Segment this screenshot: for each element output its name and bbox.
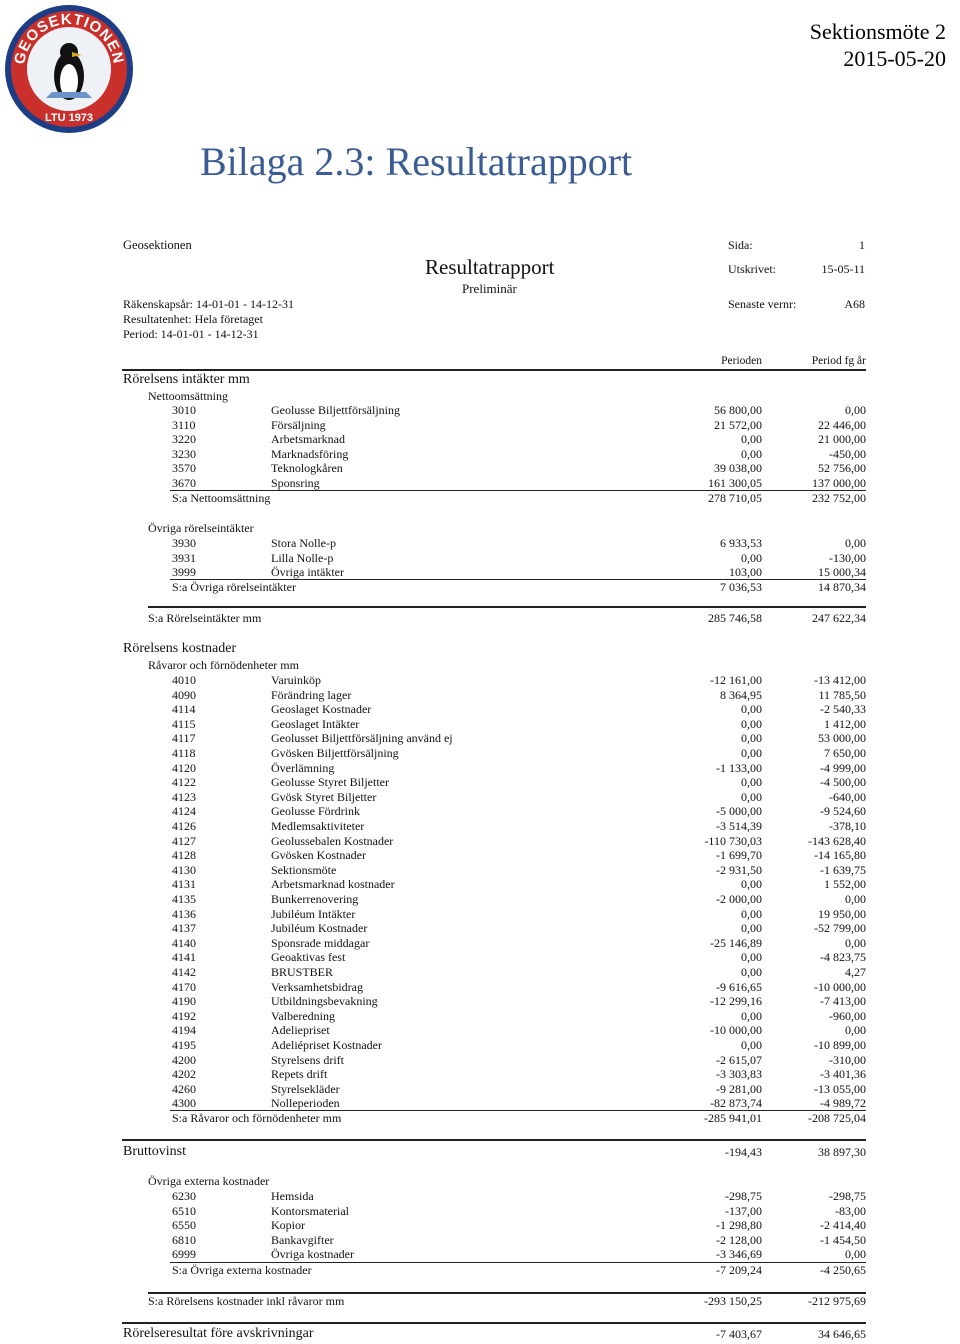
account-code: 4114	[172, 702, 196, 717]
account-name: Geolussebalen Kostnader	[271, 833, 394, 848]
amount-prev: -4 500,00	[820, 775, 866, 790]
account-code: 6230	[172, 1189, 196, 1203]
amount-current: 0,00	[741, 702, 762, 717]
amount-prev: -14 165,80	[814, 848, 866, 863]
amount-current: 161 300,05	[708, 476, 762, 490]
amount-current: -7 403,67	[716, 1327, 762, 1341]
account-name: Hemsida	[271, 1189, 314, 1203]
section-heading: Övriga externa kostnader	[148, 1174, 270, 1188]
account-name: Geoslaget Kostnader	[271, 702, 372, 717]
amount-prev: -52 799,00	[814, 921, 866, 936]
amount-prev: 1 552,00	[824, 877, 866, 892]
account-name: Överlämning	[271, 760, 335, 775]
account-name: Gvösk Styret Biljetter	[271, 789, 377, 804]
printed-label: Utskrivet:	[728, 262, 776, 276]
amount-prev: 0,00	[845, 892, 866, 906]
fiscal-year: Räkenskapsår: 14-01-01 - 14-12-31	[123, 297, 294, 311]
amount-current: 0,00	[741, 789, 762, 804]
account-code: 4170	[172, 979, 196, 994]
amount-current: 0,00	[741, 716, 762, 731]
amount-prev: -143 628,40	[808, 833, 866, 848]
account-name: Jubiléum Intäkter	[271, 906, 356, 921]
account-name: Kontorsmaterial	[271, 1203, 349, 1218]
account-code: 4124	[172, 804, 196, 819]
account-code: 4140	[172, 935, 196, 950]
section-heading: Rörelsens intäkter mm	[123, 372, 250, 387]
account-code: 4130	[172, 862, 196, 877]
account-code: 3220	[172, 432, 196, 447]
sum-label: S:a Övriga rörelseintäkter	[172, 580, 296, 594]
amount-current: -9 281,00	[716, 1081, 762, 1096]
account-code: 4260	[172, 1081, 196, 1096]
amount-current: -2 931,50	[716, 862, 762, 877]
account-name: Stora Nolle-p	[271, 536, 336, 550]
account-code: 6550	[172, 1218, 196, 1233]
divider	[148, 606, 866, 608]
vernr-value: A68	[844, 297, 865, 311]
sum-label: S:a Övriga externa kostnader	[172, 1263, 312, 1277]
amount-current: 7 036,53	[720, 580, 762, 594]
amount-current: 0,00	[741, 921, 762, 936]
amount-prev: -378,10	[829, 819, 866, 833]
account-name: Geolusse Fördrink	[271, 804, 360, 819]
amount-prev: -10 000,00	[814, 979, 866, 994]
amount-current: -293 150,25	[704, 1294, 762, 1308]
amount-current: 0,00	[741, 965, 762, 979]
amount-current: 6 933,53	[720, 536, 762, 550]
amount-prev: 0,00	[845, 536, 866, 550]
account-name: Arbetsmarknad	[271, 432, 345, 447]
sum-label: S:a Rörelseintäkter mm	[148, 611, 262, 625]
amount-current: -110 730,03	[704, 833, 762, 848]
amount-current: -2 000,00	[716, 892, 762, 906]
amount-current: -3 514,39	[716, 819, 762, 833]
divider	[122, 1322, 866, 1324]
amount-current: 285 746,58	[708, 611, 762, 625]
account-name: BRUSTBER	[271, 965, 334, 979]
account-name: Styrelsekläder	[271, 1081, 340, 1096]
account-name: Nolleperioden	[271, 1096, 340, 1111]
col-header-prev: Period fg år	[811, 355, 866, 367]
account-name: Sektionsmöte	[271, 862, 337, 877]
amount-prev: -7 413,00	[820, 994, 866, 1009]
amount-prev: -10 899,00	[814, 1038, 866, 1052]
amount-current: 21 572,00	[714, 417, 762, 432]
amount-current: -9 616,65	[716, 979, 762, 994]
section-heading: Nettoomsättning	[148, 389, 228, 403]
account-name: Sponsring	[271, 476, 320, 490]
account-name: Utbildningsbevakning	[271, 994, 378, 1009]
account-code: 4194	[172, 1023, 196, 1038]
account-code: 4190	[172, 994, 196, 1009]
account-code: 4131	[172, 877, 196, 892]
account-name: Arbetsmarknad kostnader	[271, 877, 395, 892]
account-code: 4142	[172, 965, 196, 979]
account-code: 3110	[172, 417, 196, 432]
amount-current: 0,00	[741, 775, 762, 790]
account-code: 3570	[172, 461, 196, 476]
account-code: 4123	[172, 789, 196, 804]
page-label: Sida:	[728, 238, 753, 252]
amount-prev: -2 414,40	[820, 1218, 866, 1233]
account-code: 6999	[172, 1247, 196, 1262]
account-name: Kopior	[271, 1218, 305, 1233]
amount-current: -5 000,00	[716, 804, 762, 819]
amount-prev: -2 540,33	[820, 702, 866, 717]
section-heading: Övriga rörelseintäkter	[148, 521, 254, 535]
amount-current: 0,00	[741, 446, 762, 461]
amount-prev: -83,00	[835, 1203, 866, 1218]
amount-prev: -130,00	[829, 550, 866, 565]
amount-current: 0,00	[741, 432, 762, 447]
amount-prev: -960,00	[829, 1008, 866, 1023]
account-name: Varuinköp	[271, 673, 321, 687]
account-code: 4300	[172, 1096, 196, 1111]
amount-prev: -9 524,60	[820, 804, 866, 819]
account-code: 4202	[172, 1067, 196, 1082]
account-name: Geolusse Styret Biljetter	[271, 775, 389, 790]
account-name: Jubiléum Kostnader	[271, 921, 368, 936]
account-name: Geoslaget Intäkter	[271, 716, 360, 731]
sum-label: S:a Nettoomsättning	[172, 491, 271, 505]
amount-prev: 11 785,50	[818, 687, 866, 702]
amount-current: 0,00	[741, 1038, 762, 1052]
amount-prev: 22 446,00	[818, 417, 866, 432]
account-code: 4122	[172, 775, 196, 790]
gross-profit-label: Bruttovinst	[123, 1144, 187, 1159]
result-unit: Resultatenhet: Hela företaget	[123, 312, 263, 326]
amount-prev: -1 454,50	[820, 1232, 866, 1247]
account-code: 4195	[172, 1038, 196, 1052]
account-code: 6510	[172, 1203, 196, 1218]
account-name: Gvösken Biljettförsäljning	[271, 746, 399, 760]
amount-current: -137,00	[725, 1203, 762, 1218]
account-code: 6810	[172, 1232, 196, 1247]
amount-current: -12 299,16	[710, 994, 762, 1009]
account-code: 4192	[172, 1008, 196, 1023]
amount-current: -194,43	[725, 1145, 762, 1159]
amount-prev: 137 000,00	[812, 476, 866, 490]
account-code: 3999	[172, 565, 196, 580]
amount-current: -82 873,74	[710, 1096, 762, 1111]
amount-prev: -640,00	[829, 789, 866, 804]
amount-prev: -3 401,36	[820, 1067, 866, 1082]
account-code: 4118	[172, 746, 196, 760]
account-name: Adeliepriset	[271, 1023, 330, 1038]
amount-current: 56 800,00	[714, 403, 762, 417]
amount-prev: -4 989,72	[820, 1096, 866, 1111]
report-period: Period: 14-01-01 - 14-12-31	[123, 327, 259, 341]
page-title: Bilaga 2.3: Resultatrapport	[200, 139, 633, 184]
account-name: Förändring lager	[271, 687, 352, 702]
account-code: 4010	[172, 673, 196, 687]
amount-current: 0,00	[741, 877, 762, 892]
amount-prev: -13 412,00	[814, 673, 866, 687]
account-code: 4120	[172, 760, 196, 775]
account-name: Bunkerrenovering	[271, 892, 359, 906]
amount-prev: 7 650,00	[824, 746, 866, 760]
printed-value: 15-05-11	[821, 262, 865, 276]
amount-prev: 0,00	[845, 403, 866, 417]
account-name: Övriga intäkter	[271, 565, 344, 580]
account-name: Sponsrade middagar	[271, 935, 370, 950]
account-code: 4115	[172, 716, 196, 731]
logo-text-top: GEOSEKTIONEN	[11, 10, 127, 66]
account-name: Geoaktivas fest	[271, 950, 346, 965]
amount-current: 0,00	[741, 1008, 762, 1023]
amount-prev: 52 756,00	[818, 461, 866, 476]
account-name: Valberedning	[271, 1008, 335, 1023]
account-code: 4136	[172, 906, 196, 921]
amount-prev: 1 412,00	[824, 716, 866, 731]
amount-prev: 38 897,30	[818, 1145, 866, 1159]
amount-current: -285 941,01	[704, 1111, 762, 1125]
sum-label: S:a Råvaror och förnödenheter mm	[172, 1111, 342, 1125]
amount-current: 278 710,05	[708, 491, 762, 505]
amount-current: -25 146,89	[710, 935, 762, 950]
account-name: Adeliépriset Kostnader	[271, 1038, 382, 1052]
amount-current: -12 161,00	[710, 673, 762, 687]
account-code: 4127	[172, 833, 196, 848]
section-heading: Råvaror och förnödenheter mm	[148, 658, 299, 672]
account-name: Teknologkåren	[271, 461, 343, 476]
amount-current: -3 303,83	[716, 1067, 762, 1082]
account-code: 4141	[172, 950, 196, 965]
account-name: Geolusset Biljettförsäljning använd ej	[271, 731, 453, 746]
account-code: 3010	[172, 403, 196, 417]
amount-current: 103,00	[729, 565, 762, 580]
amount-prev: 15 000,34	[818, 565, 866, 580]
amount-prev: -13 055,00	[814, 1081, 866, 1096]
amount-prev: -208 725,04	[808, 1111, 866, 1125]
amount-current: 0,00	[741, 906, 762, 921]
amount-prev: 21 000,00	[818, 432, 866, 447]
amount-prev: -4 999,00	[820, 760, 866, 775]
account-name: Marknadsföring	[271, 446, 349, 461]
amount-current: 0,00	[741, 746, 762, 760]
amount-prev: -4 250,65	[820, 1263, 866, 1277]
account-code: 3670	[172, 476, 196, 490]
amount-prev: 34 646,65	[818, 1327, 866, 1341]
account-name: Lilla Nolle-p	[271, 550, 334, 565]
report-subtitle: Preliminär	[462, 281, 517, 296]
amount-current: -1 298,80	[716, 1218, 762, 1233]
account-name: Bankavgifter	[271, 1232, 334, 1247]
amount-current: -1 133,00	[716, 760, 762, 775]
account-code: 4117	[172, 731, 196, 746]
amount-prev: 0,00	[845, 935, 866, 950]
logo-text-bottom: LTU 1973	[44, 112, 94, 124]
amount-prev: -310,00	[829, 1052, 866, 1067]
amount-prev: 0,00	[845, 1023, 866, 1038]
amount-prev: 19 950,00	[818, 906, 866, 921]
page-value: 1	[859, 238, 865, 252]
account-code: 4128	[172, 848, 196, 863]
account-name: Geolusse Biljettförsäljning	[271, 403, 400, 417]
amount-prev: -1 639,75	[820, 862, 866, 877]
amount-current: -3 346,69	[716, 1247, 762, 1262]
account-code: 4126	[172, 819, 196, 833]
amount-current: -1 699,70	[716, 848, 762, 863]
operating-result-label: Rörelseresultat före avskrivningar	[123, 1326, 314, 1341]
amount-current: 8 364,95	[720, 687, 762, 702]
amount-prev: 4,27	[845, 965, 866, 979]
vernr-label: Senaste vernr:	[728, 297, 797, 311]
amount-prev: -212 975,69	[808, 1294, 866, 1308]
account-code: 4090	[172, 687, 196, 702]
account-name: Medlemsaktiviteter	[271, 819, 365, 833]
amount-current: 39 038,00	[714, 461, 762, 476]
account-name: Gvösken Kostnader	[271, 848, 366, 863]
amount-current: 0,00	[741, 731, 762, 746]
amount-prev: -450,00	[829, 446, 866, 461]
account-code: 4137	[172, 921, 196, 936]
amount-prev: 247 622,34	[812, 611, 866, 625]
report-title: Resultatrapport	[425, 255, 555, 279]
col-header-current: Perioden	[721, 355, 762, 367]
account-name: Verksamhetsbidrag	[271, 979, 363, 994]
amount-prev: 0,00	[845, 1247, 866, 1262]
meeting-date: 2015-05-20	[843, 46, 946, 71]
amount-prev: -4 823,75	[820, 950, 866, 965]
amount-prev: 232 752,00	[812, 491, 866, 505]
account-code: 3931	[172, 550, 196, 565]
account-code: 4135	[172, 892, 196, 906]
meeting-name: Sektionsmöte 2	[809, 19, 946, 44]
account-name: Övriga kostnader	[271, 1247, 354, 1262]
account-code: 4200	[172, 1052, 196, 1067]
report-org: Geosektionen	[123, 238, 192, 252]
sum-label: S:a Rörelsens kostnader inkl råvaror mm	[148, 1294, 345, 1308]
amount-current: -298,75	[725, 1189, 762, 1203]
amount-current: -2 615,07	[716, 1052, 762, 1067]
divider	[122, 369, 866, 371]
divider	[122, 1139, 866, 1141]
amount-current: 0,00	[741, 950, 762, 965]
amount-prev: 53 000,00	[818, 731, 866, 746]
account-name: Försäljning	[271, 417, 326, 432]
account-name: Repets drift	[271, 1067, 328, 1082]
amount-current: -7 209,24	[716, 1263, 762, 1277]
section-heading: Rörelsens kostnader	[123, 641, 237, 656]
account-name: Styrelsens drift	[271, 1052, 344, 1067]
amount-prev: 14 870,34	[818, 580, 866, 594]
amount-current: -10 000,00	[710, 1023, 762, 1038]
amount-current: -2 128,00	[716, 1232, 762, 1247]
amount-current: 0,00	[741, 550, 762, 565]
amount-prev: -298,75	[829, 1189, 866, 1203]
account-code: 3930	[172, 536, 196, 550]
account-code: 3230	[172, 446, 196, 461]
